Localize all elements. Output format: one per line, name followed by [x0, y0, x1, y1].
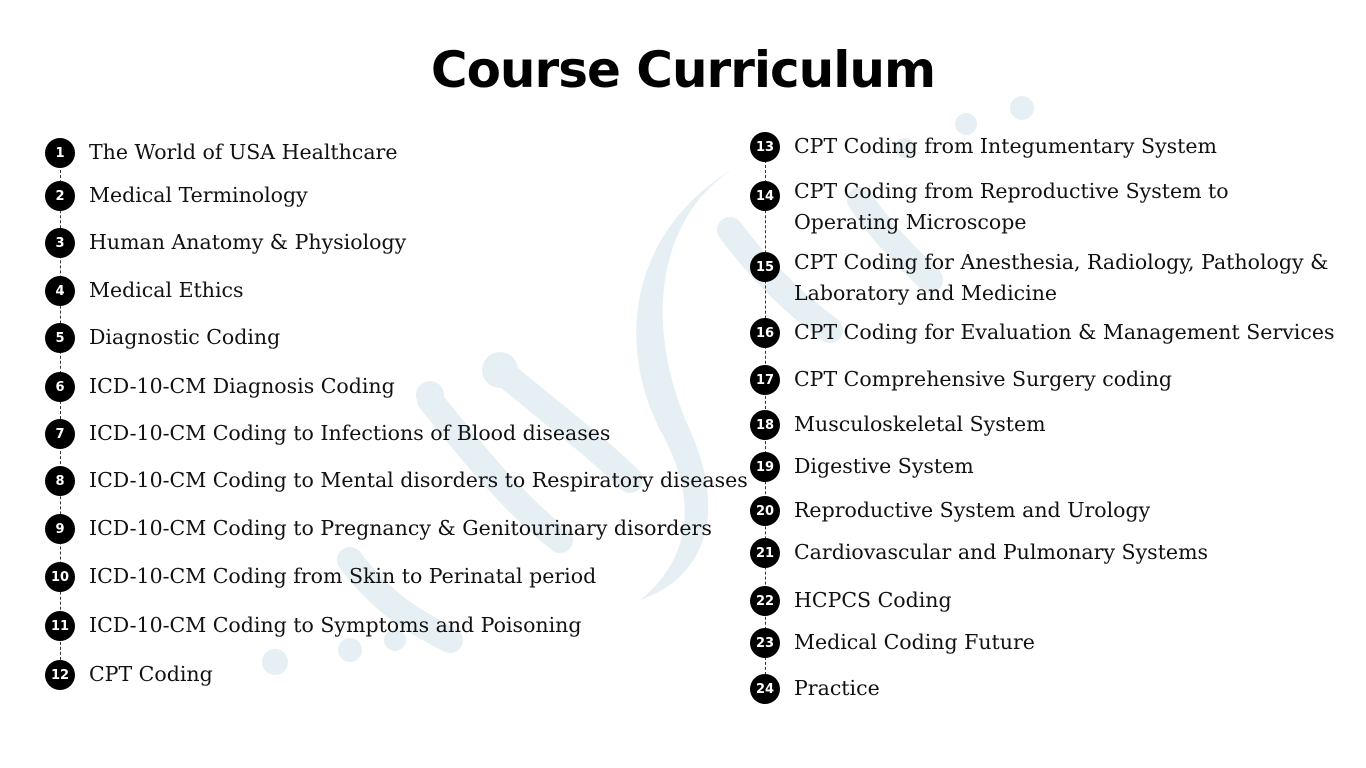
- list-item-label: HCPCS Coding: [794, 588, 952, 612]
- list-item: [45, 418, 610, 449]
- list-item: [750, 247, 1334, 309]
- list-item-label: ICD-10-CM Coding to Symptoms and Poisoning: [89, 613, 582, 637]
- step-number-badge: 2: [45, 181, 75, 211]
- step-number-badge: 20: [750, 496, 780, 526]
- list-item: [750, 495, 1150, 526]
- list-item-label: Reproductive System and Urology: [794, 498, 1151, 522]
- list-item-label: CPT Coding for Anesthesia, Radiology, Pathology & Laboratory and Medicine: [794, 250, 1329, 305]
- list-item: [750, 317, 1335, 348]
- step-number-badge: 7: [45, 419, 75, 449]
- step-number-badge: 10: [45, 562, 75, 592]
- step-number-badge: 8: [45, 466, 75, 496]
- list-item: [45, 465, 748, 496]
- step-number-badge: 9: [45, 514, 75, 544]
- list-item: [45, 610, 582, 641]
- step-number-badge: 24: [750, 674, 780, 704]
- list-item-label: Diagnostic Coding: [89, 325, 281, 349]
- list-item: [750, 364, 1172, 395]
- list-item-label: ICD-10-CM Diagnosis Coding: [89, 374, 395, 398]
- list-item: [750, 673, 880, 704]
- list-item: [750, 176, 1334, 238]
- list-item-label: Human Anatomy & Physiology: [89, 230, 407, 254]
- list-item: [750, 627, 1035, 658]
- list-item-label: Cardiovascular and Pulmonary Systems: [794, 540, 1209, 564]
- step-number-badge: 16: [750, 318, 780, 348]
- list-item-label: Musculoskeletal System: [794, 412, 1046, 436]
- list-item: [750, 537, 1208, 568]
- list-item-label: CPT Coding: [89, 662, 213, 686]
- list-item-label: Medical Terminology: [89, 183, 308, 207]
- list-item-label: ICD-10-CM Coding to Infections of Blood diseases: [89, 421, 611, 445]
- list-item-label: CPT Comprehensive Surgery coding: [794, 367, 1173, 391]
- list-item-label: Medical Coding Future: [794, 630, 1035, 654]
- step-number-badge: 19: [750, 452, 780, 482]
- list-item: [45, 137, 398, 168]
- step-number-badge: 17: [750, 365, 780, 395]
- list-item: [45, 227, 406, 258]
- list-item-label: Digestive System: [794, 454, 974, 478]
- step-number-badge: 13: [750, 132, 780, 162]
- step-number-badge: 1: [45, 138, 75, 168]
- list-item-label: The World of USA Healthcare: [89, 140, 398, 164]
- list-item-label: CPT Coding from Reproductive System to Operating Microscope: [794, 179, 1229, 234]
- list-item: [45, 371, 395, 402]
- list-item-label: Practice: [794, 676, 880, 700]
- step-number-badge: 12: [45, 660, 75, 690]
- step-number-badge: 15: [750, 252, 780, 282]
- list-item-label: CPT Coding from Integumentary System: [794, 134, 1217, 158]
- step-number-badge: 11: [45, 611, 75, 641]
- list-item: [45, 561, 596, 592]
- step-number-badge: 23: [750, 628, 780, 658]
- list-item: [45, 513, 712, 544]
- page-title: Course Curriculum: [430, 41, 936, 99]
- step-number-badge: 21: [750, 538, 780, 568]
- list-item: [750, 585, 952, 616]
- step-number-badge: 14: [750, 181, 780, 211]
- step-number-badge: 5: [45, 323, 75, 353]
- list-item-label: ICD-10-CM Coding to Pregnancy & Genitourinary disorders: [89, 516, 712, 540]
- list-item-label: Medical Ethics: [89, 278, 244, 302]
- list-item: [750, 131, 1217, 162]
- step-number-badge: 3: [45, 228, 75, 258]
- step-number-badge: 18: [750, 410, 780, 440]
- step-number-badge: 22: [750, 586, 780, 616]
- list-item-label: CPT Coding for Evaluation & Management Services: [794, 320, 1335, 344]
- step-number-badge: 6: [45, 372, 75, 402]
- list-item-label: ICD-10-CM Coding to Mental disorders to Respiratory diseases: [89, 468, 748, 492]
- list-item: [45, 180, 308, 211]
- step-number-badge: 4: [45, 276, 75, 306]
- list-item: [750, 451, 974, 482]
- list-item: [45, 275, 244, 306]
- list-item-label: ICD-10-CM Coding from Skin to Perinatal period: [89, 564, 597, 588]
- list-item: [45, 659, 213, 690]
- list-item: [45, 322, 280, 353]
- list-item: [750, 409, 1046, 440]
